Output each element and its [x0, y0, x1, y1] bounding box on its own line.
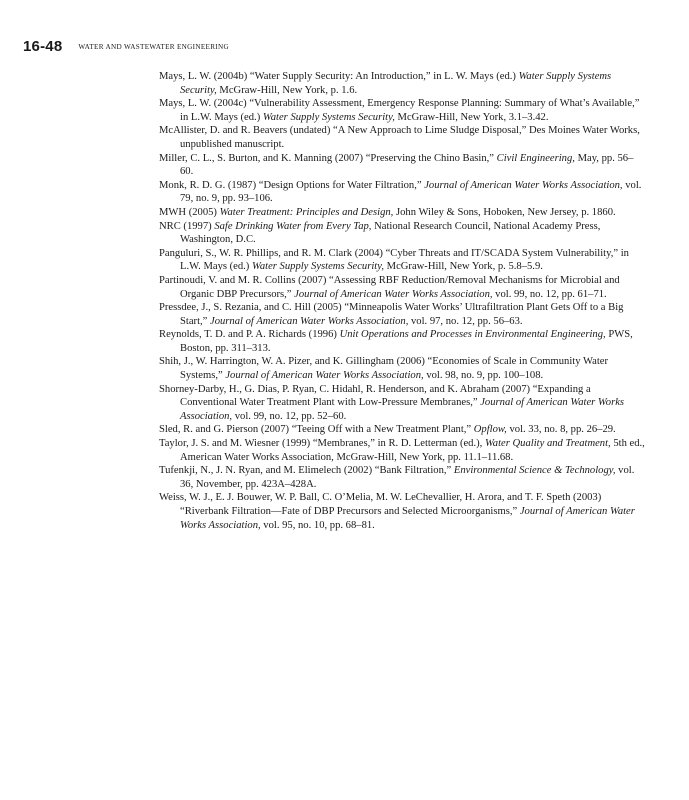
- reference-entry: Mays, L. W. (2004b) “Water Supply Security: An Introduction,” in L. W. Mays (ed.) Water Supply Systems Security, McGraw-Hill, New York, p. 1.6.: [159, 71, 612, 96]
- reference-entry: NRC (1997) Safe Drinking Water from Every Tap, National Research Council, National Academy Press, Washington, D.C.: [159, 220, 601, 246]
- reference-entry: Mays, L. W. (2004c) “Vulnerability Assessment, Emergency Response Planning: Summary of What’s Available,” in L.W. Mays (ed.) Water Supply Systems Security, McGraw-Hill, New York, 3.1–3.42.: [159, 98, 640, 123]
- reference-entry: Panguluri, S., W. R. Phillips, and R. M. Clark (2004) “Cyber Threats and IT/SCADA System Vulnerability,” in L.W. Mays (ed.) Water Supply Systems Security, McGraw-Hill, New York, p. 5.8–5.9.: [159, 247, 629, 273]
- reference-entry: Monk, R. D. G. (1987) “Design Options for Water Filtration,” Journal of American Water Works Association, vol. 79, no. 9, pp. 93–106.: [159, 179, 642, 205]
- reference-entry: Partinoudi, V. and M. R. Collins (2007) “Assessing RBF Reduction/Removal Mechanisms for Microbial and Organic DBP Precursors,” Journal of American Water Works Association, vol. 99, no. 12, pp. 61–71.: [159, 274, 620, 300]
- reference-entry: Tufenkji, N., J. N. Ryan, and M. Elimelech (2002) “Bank Filtration,” Environmental Science & Technology, vol. 36, November, pp. 423A–428A.: [159, 465, 635, 490]
- reference-entry: MWH (2005) Water Treatment: Principles and Design, John Wiley & Sons, Hoboken, New Jersey, p. 1860.: [159, 206, 616, 218]
- running-title: WATER AND WASTEWATER ENGINEERING: [78, 43, 229, 51]
- reference-entry: Sled, R. and G. Pierson (2007) “Teeing Off with a New Treatment Plant,” Opflow, vol. 33, no. 8, pp. 26–29.: [159, 424, 616, 436]
- reference-entry: Miller, C. L., S. Burton, and K. Manning (2007) “Preserving the Chino Basin,” Civil Engineering, May, pp. 56–60.: [159, 152, 634, 178]
- reference-entry: McAllister, D. and R. Beavers (undated) “A New Approach to Lime Sludge Disposal,” Des Moines Water Works, unpublished manuscript.: [159, 125, 640, 150]
- reference-entry: Weiss, W. J., E. J. Bouwer, W. P. Ball, C. O’Melia, M. W. LeChevallier, H. Arora, and T. F. Speth (2003) “Riverbank Filtration—Fate of DBP Precursors and Selected Microorganisms,” Journal of American Water Works Association, vol. 95, no. 10, pp. 68–81.: [159, 492, 635, 531]
- reference-list: [159, 70, 645, 532]
- reference-entry: Shorney-Darby, H., G. Dias, P. Ryan, C. Hidahl, R. Henderson, and K. Abraham (2007) “Expanding a Conventional Water Treatment Plant with Low-Pressure Membranes,” Journal of American Water Works Association, vol. 99, no. 12, pp. 52–60.: [159, 383, 625, 422]
- reference-entry: Shih, J., W. Harrington, W. A. Pizer, and K. Gillingham (2006) “Economies of Scale in Community Water Systems,” Journal of American Water Works Association, vol. 98, no. 9, pp. 100–108.: [159, 356, 609, 382]
- page-header: [23, 38, 229, 56]
- page-number: 16-48: [23, 38, 63, 55]
- reference-entry: Taylor, J. S. and M. Wiesner (1999) “Membranes,” in R. D. Letterman (ed.), Water Quality and Treatment, 5th ed., American Water Works Association, McGraw-Hill, New York, pp. 11.1–11.68.: [159, 438, 645, 463]
- reference-entry: Reynolds, T. D. and P. A. Richards (1996) Unit Operations and Processes in Environmental Engineering, PWS, Boston, pp. 311–313.: [159, 329, 633, 354]
- reference-entry: Pressdee, J., S. Rezania, and C. Hill (2005) “Minneapolis Water Works’ Ultrafiltration Plant Gets Off to a Big Start,” Journal of American Water Works Association, vol. 97, no. 12, pp. 56–63.: [159, 302, 624, 327]
